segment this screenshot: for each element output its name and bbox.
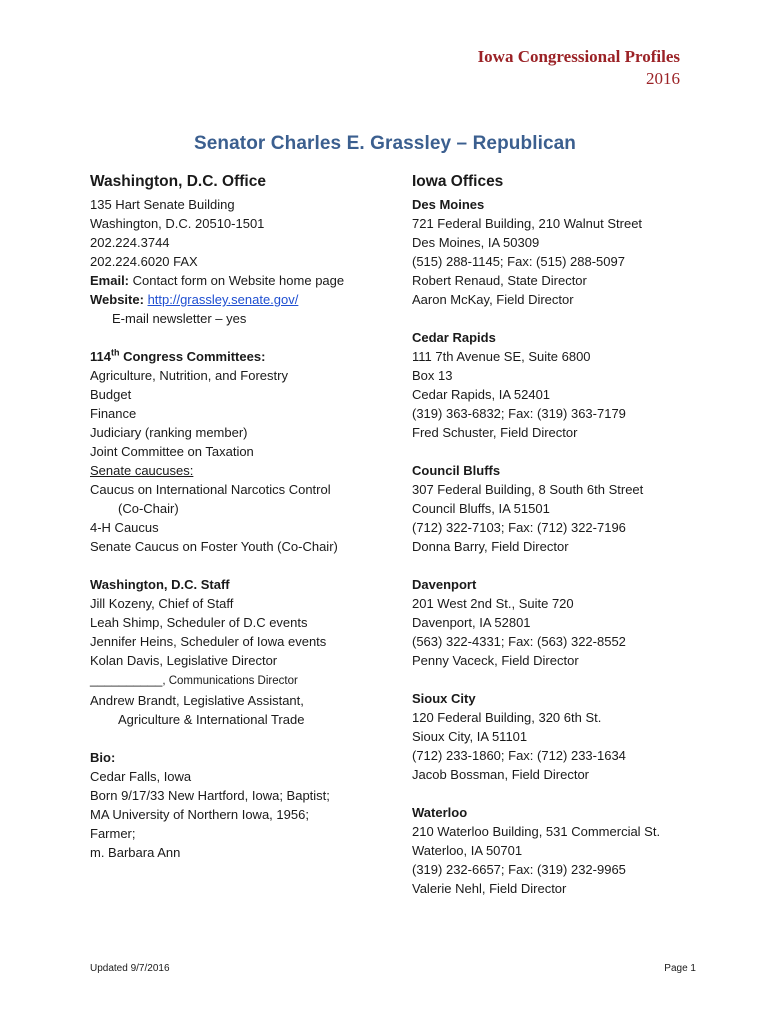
office-city: Davenport (412, 577, 477, 592)
office-cedar-rapids (412, 328, 712, 442)
office-davenport (412, 575, 712, 670)
office-line: 201 West 2nd St., Suite 720 (412, 596, 574, 611)
office-line: Jacob Bossman, Field Director (412, 767, 590, 782)
left-column (90, 171, 400, 862)
right-column (412, 171, 712, 898)
bio-item: Farmer; (90, 826, 136, 841)
office-line: 111 7th Avenue SE, Suite 6800 (412, 349, 591, 364)
office-line: Davenport, IA 52801 (412, 615, 531, 630)
office-city: Sioux City (412, 691, 476, 706)
website-label: Website: (90, 292, 144, 307)
staff-item-communications (90, 670, 400, 691)
newsletter-line: E-mail newsletter – yes (112, 311, 247, 326)
committees-heading-sup: th (110, 347, 120, 358)
office-line: Robert Renaud, State Director (412, 273, 587, 288)
office-line: Waterloo, IA 50701 (412, 843, 523, 858)
bio-item: m. Barbara Ann (90, 845, 181, 860)
footer-updated: Updated 9/7/2016 (90, 963, 170, 974)
office-city: Des Moines (412, 197, 485, 212)
committee-item: Agriculture, Nutrition, and Forestry (90, 368, 288, 383)
office-city: Waterloo (412, 805, 468, 820)
office-line: (563) 322-4331; Fax: (563) 322-8552 (412, 634, 626, 649)
office-des-moines (412, 195, 712, 309)
office-line: (319) 232-6657; Fax: (319) 232-9965 (412, 862, 626, 877)
document-title: Senator Charles E. Grassley – Republican (193, 133, 577, 154)
staff-item: Kolan Davis, Legislative Director (90, 653, 278, 668)
office-line: 307 Federal Building, 8 South 6th Street (412, 482, 644, 497)
caucus-item-cont: (Co-Chair) (118, 501, 179, 516)
dc-phone: 202.224.3744 (90, 235, 170, 250)
dc-fax: 202.224.6020 FAX (90, 254, 198, 269)
office-line: Donna Barry, Field Director (412, 539, 569, 554)
bio-item: Cedar Falls, Iowa (90, 769, 192, 784)
committee-item: Judiciary (ranking member) (90, 425, 248, 440)
staff-item: Leah Shimp, Scheduler of D.C events (90, 615, 308, 630)
committees-heading (90, 347, 400, 366)
office-line: Sioux City, IA 51101 (412, 729, 528, 744)
email-value: Contact form on Website home page (129, 273, 345, 288)
committees-heading-rest: Congress Committees: (119, 349, 266, 364)
header-year: 2016 (646, 69, 680, 88)
dc-address-line-1: 135 Hart Senate Building (90, 197, 235, 212)
office-line: Aaron McKay, Field Director (412, 292, 574, 307)
office-line: Box 13 (412, 368, 453, 383)
office-line: (319) 363-6832; Fax: (319) 363-7179 (412, 406, 626, 421)
office-line: 120 Federal Building, 320 6th St. (412, 710, 602, 725)
office-line: Council Bluffs, IA 51501 (412, 501, 550, 516)
iowa-offices-heading: Iowa Offices (412, 173, 504, 190)
dc-address-line-2: Washington, D.C. 20510-1501 (90, 216, 265, 231)
office-line: Valerie Nehl, Field Director (412, 881, 567, 896)
office-line: (712) 233-1860; Fax: (712) 233-1634 (412, 748, 626, 763)
office-line: Des Moines, IA 50309 (412, 235, 540, 250)
office-line: (712) 322-7103; Fax: (712) 322-7196 (412, 520, 626, 535)
bio-heading: Bio: (90, 750, 116, 765)
header-title: Iowa Congressional Profiles (477, 47, 680, 66)
office-city: Cedar Rapids (412, 330, 496, 345)
website-link[interactable]: http://grassley.senate.gov/ (147, 292, 299, 307)
office-line: 721 Federal Building, 210 Walnut Street (412, 216, 643, 231)
dc-office-heading: Washington, D.C. Office (90, 173, 266, 190)
caucus-item: Caucus on International Narcotics Control (90, 482, 331, 497)
office-line: Penny Vaceck, Field Director (412, 653, 579, 668)
committee-item: Joint Committee on Taxation (90, 444, 254, 459)
staff-item: Jennifer Heins, Scheduler of Iowa events (90, 634, 327, 649)
dc-email-row (90, 271, 400, 290)
committee-item: Finance (90, 406, 137, 421)
caucus-item: Senate Caucus on Foster Youth (Co-Chair) (90, 539, 338, 554)
office-line: Cedar Rapids, IA 52401 (412, 387, 551, 402)
office-city: Council Bluffs (412, 463, 501, 478)
footer-page-number: Page 1 (664, 963, 696, 974)
committees-heading-num: 114 (90, 349, 111, 364)
office-line: Fred Schuster, Field Director (412, 425, 578, 440)
communications-blank: __________ (90, 672, 163, 687)
staff-item: Jill Kozeny, Chief of Staff (90, 596, 234, 611)
communications-role: , Communications Director (162, 675, 298, 687)
email-label: Email: (90, 273, 130, 288)
office-sioux-city (412, 689, 712, 784)
staff-item: Andrew Brandt, Legislative Assistant, (90, 693, 304, 708)
office-line: 210 Waterloo Building, 531 Commercial St. (412, 824, 661, 839)
office-waterloo (412, 803, 712, 898)
bio-item: Born 9/17/33 New Hartford, Iowa; Baptist; (90, 788, 330, 803)
staff-item-cont: Agriculture & International Trade (118, 712, 305, 727)
office-line: (515) 288-1145; Fax: (515) 288-5097 (412, 254, 625, 269)
dc-website-row (90, 290, 400, 309)
dc-staff-heading: Washington, D.C. Staff (90, 577, 230, 592)
committee-item: Budget (90, 387, 132, 402)
bio-item: MA University of Northern Iowa, 1956; (90, 807, 309, 822)
caucus-item: 4-H Caucus (90, 520, 159, 535)
caucuses-heading: Senate caucuses: (90, 463, 194, 478)
office-council-bluffs (412, 461, 712, 556)
